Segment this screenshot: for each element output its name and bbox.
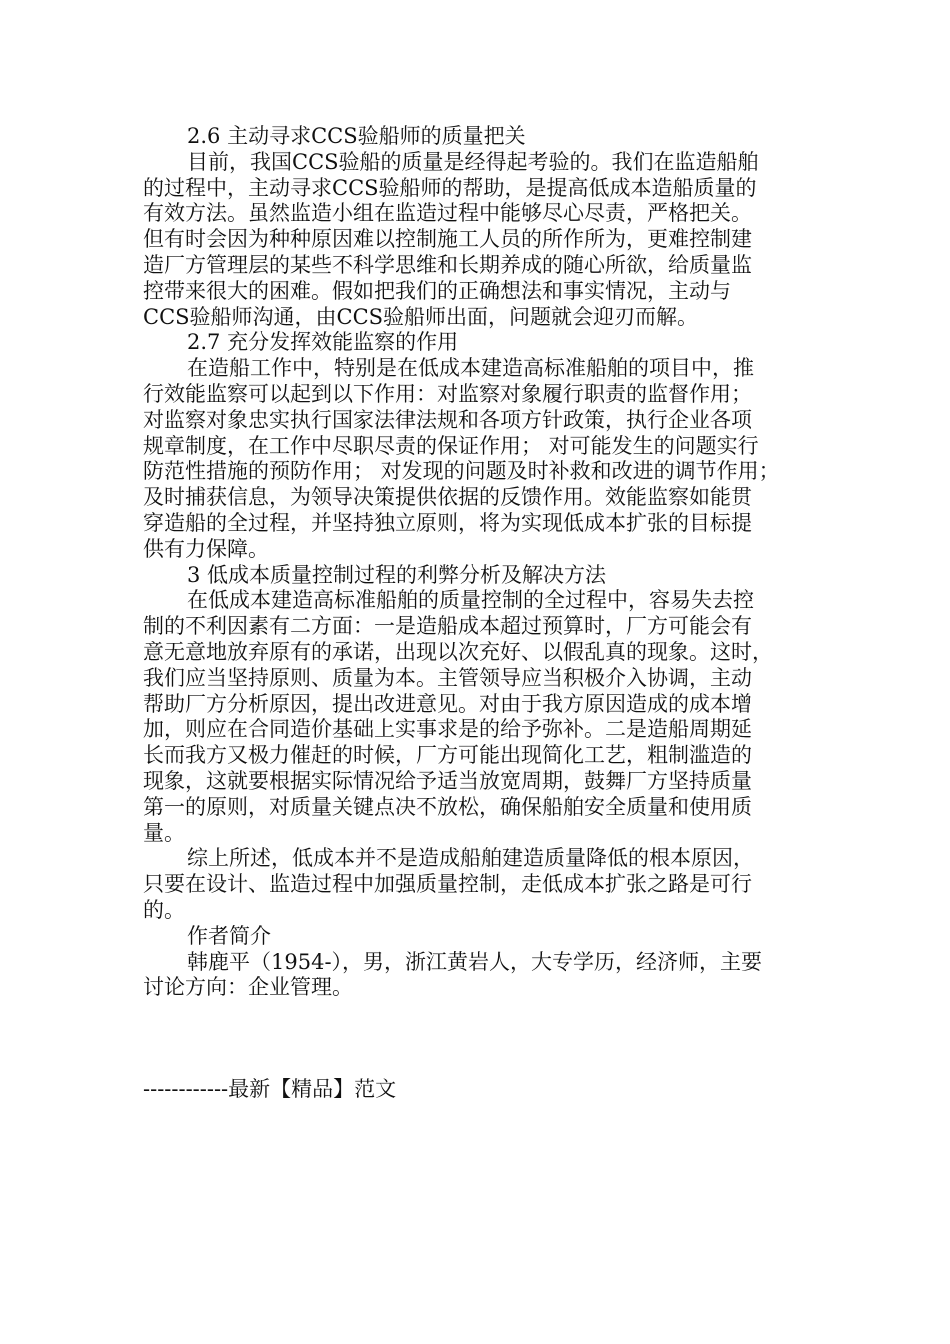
text-line: 目前，我国CCS验船的质量是经得起考验的。我们在监造船舶 [187, 149, 759, 174]
text-line: 在造船工作中，特别是在低成本建造高标准船舶的项目中，推 [187, 356, 754, 381]
text-line: 穿造船的全过程，并坚持独立原则，将为实现低成本扩张的目标提 [143, 510, 752, 535]
text-line: 我们应当坚持原则、质量为本。主管领导应当积极介入协调，主动 [143, 665, 752, 690]
document-body [143, 124, 813, 1103]
text-line: 防范性措施的预防作用； 对发现的问题及时补救和改进的调节作用； [143, 459, 780, 484]
text-line: 及时捕获信息，为领导决策提供依据的反馈作用。效能监察如能贯 [143, 485, 752, 510]
text-line: 对监察对象忠实执行国家法律法规和各项方针政策，执行企业各项 [143, 407, 752, 432]
text-line: 帮助厂方分析原因，提出改进意见。对由于我方原因造成的成本增 [143, 691, 752, 716]
text-line: 加，则应在合同造价基础上实事求是的给予弥补。二是造船周期延 [143, 717, 752, 742]
text-line: 的过程中，主动寻求CCS验船师的帮助，是提高低成本造船质量的 [143, 175, 757, 200]
text-line: 制的不利因素有二方面：一是造船成本超过预算时，厂方可能会有 [143, 614, 752, 639]
text-line: 只要在设计、监造过程中加强质量控制，走低成本扩张之路是可行 [143, 872, 752, 897]
text-line: CCS验船师沟通，由CCS验船师出面，问题就会迎刃而解。 [143, 304, 699, 329]
text-line: 行效能监察可以起到以下作用：对监察对象履行职责的监督作用； [143, 381, 752, 406]
text-line: 3 低成本质量控制过程的利弊分析及解决方法 [187, 562, 607, 587]
text-line: 综上所述，低成本并不是造成船舶建造质量降低的根本原因， [187, 846, 754, 871]
text-line: 但有时会因为种种原因难以控制施工人员的所作所为，更难控制建 [143, 227, 752, 252]
text-line: 现象，这就要根据实际情况给予适当放宽周期，鼓舞厂方坚持质量 [143, 768, 752, 793]
text-line: 2.7 充分发挥效能监察的作用 [187, 330, 459, 355]
text-line: 2.6 主动寻求CCS验船师的质量把关 [187, 124, 526, 148]
text-line: 讨论方向：企业管理。 [143, 975, 353, 1000]
text-line: 造厂方管理层的某些不科学思维和长期养成的随心所欲，给质量监 [143, 252, 752, 277]
text-line: 意无意地放弃原有的承诺，出现以次充好、以假乱真的现象。这时， [143, 639, 773, 664]
text-line: 有效方法。虽然监造小组在监造过程中能够尽心尽责，严格把关。 [143, 201, 752, 226]
text-lines [143, 124, 813, 1001]
text-line: 规章制度，在工作中尽职尽责的保证作用； 对可能发生的问题实行 [143, 433, 759, 458]
text-line: 韩鹿平（1954-），男，浙江黄岩人，大专学历，经济师，主要 [187, 949, 763, 974]
text-line: 第一的原则，对质量关键点决不放松，确保船舶安全质量和使用质 [143, 794, 752, 819]
text-line: 控带来很大的困难。假如把我们的正确想法和事实情况，主动与 [143, 278, 731, 303]
spacer [143, 1001, 813, 1077]
text-line: 供有力保障。 [143, 536, 269, 561]
text-line: 作者简介 [187, 923, 271, 948]
text-line: 长而我方又极力催赶的时候，厂方可能出现简化工艺，粗制滥造的 [143, 743, 752, 768]
text-line: 的。 [143, 897, 185, 922]
footer-text: ------------最新【精品】范文 [143, 1077, 397, 1102]
text-line: 在低成本建造高标准船舶的质量控制的全过程中，容易失去控 [187, 588, 754, 613]
text-line: 量。 [143, 820, 185, 845]
